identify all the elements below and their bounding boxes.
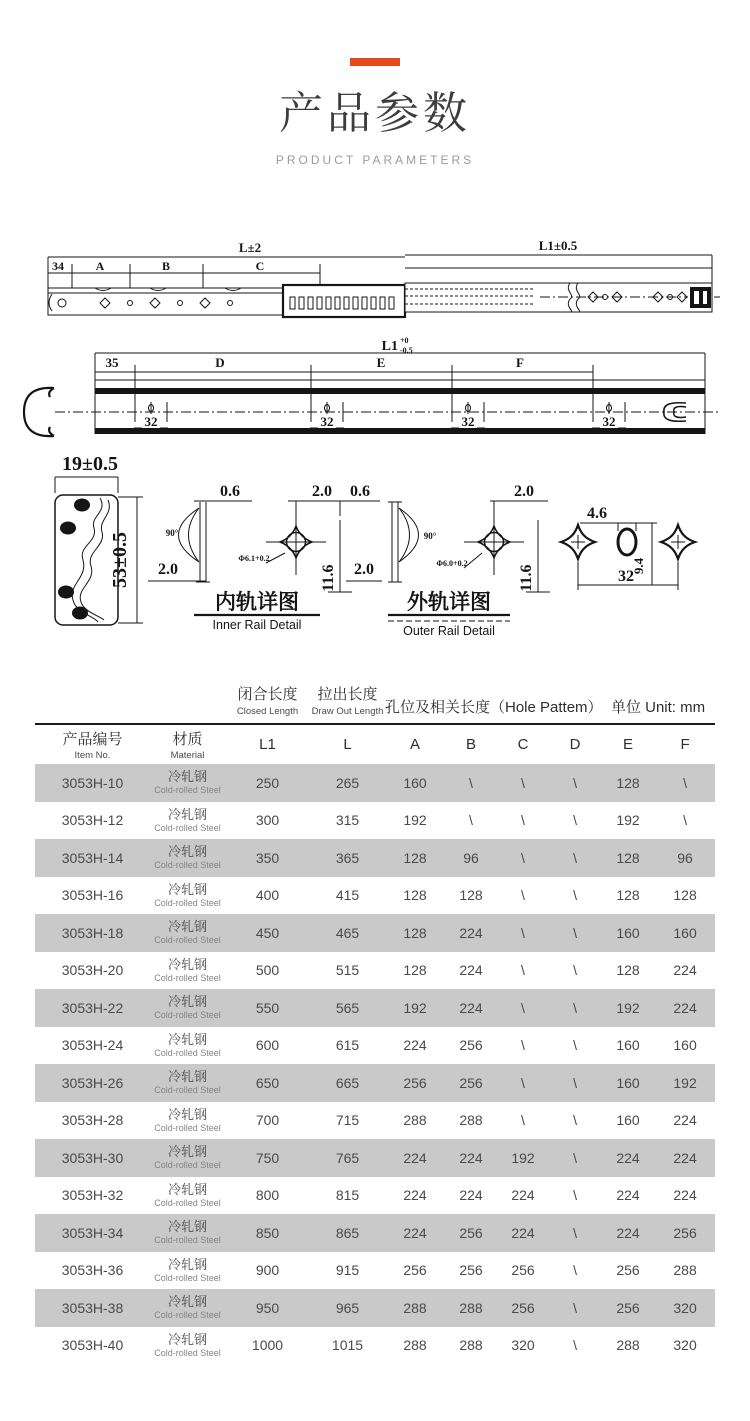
- value-cell-d: \: [573, 774, 577, 791]
- value-cell-b: 288: [459, 1299, 483, 1316]
- page-header: [0, 0, 750, 167]
- column-header-l: L: [343, 736, 352, 753]
- table-body: [35, 764, 715, 1364]
- material-label-cn: 材质: [172, 731, 203, 748]
- value-cell-l: 665: [335, 1074, 360, 1091]
- value-cell-b: \: [469, 812, 473, 829]
- value-cell-f: 320: [673, 1337, 697, 1354]
- item-no-cell: 3053H-12: [61, 812, 124, 829]
- material-cn: 冷轧钢: [167, 806, 207, 822]
- dim-4-6-label: 4.6: [587, 505, 607, 522]
- material-cell: [150, 1289, 225, 1327]
- value-cell-l: 765: [335, 1149, 360, 1166]
- value-cell-e: 192: [616, 999, 640, 1016]
- table-row: [35, 1327, 715, 1365]
- value-cell-c: 256: [511, 1262, 535, 1279]
- column-header-item-no: [35, 724, 150, 764]
- column-header-material: [150, 724, 225, 764]
- item-no-cell: 3053H-22: [61, 999, 124, 1016]
- closed-length-label-en: Closed Length: [236, 706, 299, 717]
- value-cell-a: 128: [403, 849, 427, 866]
- dim-l1-tol-label: L1: [381, 339, 398, 354]
- material-cn: 冷轧钢: [167, 1219, 207, 1235]
- group-header-unit: [601, 683, 715, 724]
- outer-hole-callout: Φ6.0+0.2: [436, 559, 468, 568]
- value-cell-e: 192: [616, 812, 640, 829]
- dim-32-holes-label: 32: [618, 568, 634, 585]
- technical-drawing: [0, 230, 750, 650]
- value-cell-f: 224: [673, 1187, 697, 1204]
- value-cell-d: \: [573, 1262, 577, 1279]
- table-group-header-row: [35, 683, 715, 724]
- rail-end-cap: [690, 287, 711, 308]
- value-cell-a: 192: [403, 812, 427, 829]
- table-row: [35, 1139, 715, 1177]
- inner-rail-detail: [148, 483, 382, 632]
- column-header-f: F: [680, 736, 690, 753]
- value-cell-a: 288: [403, 1299, 427, 1316]
- value-cell-l1: 900: [255, 1262, 280, 1279]
- value-cell-e: 160: [616, 924, 640, 941]
- material-cell: [150, 1102, 225, 1140]
- value-cell-a: 128: [403, 962, 427, 979]
- value-cell-l1: 400: [255, 887, 280, 904]
- group-header-drawout-length: [310, 683, 385, 724]
- dim-c-label: C: [255, 259, 265, 273]
- item-no-cell: 3053H-30: [61, 1149, 124, 1166]
- item-no-label-en: Item No.: [74, 750, 111, 761]
- item-no-cell: 3053H-28: [61, 1112, 124, 1129]
- value-cell-b: 288: [459, 1337, 483, 1354]
- value-cell-e: 160: [616, 1037, 640, 1054]
- value-cell-e: 128: [616, 962, 640, 979]
- clover-hole-left: [561, 525, 595, 559]
- item-no-cell: 3053H-24: [61, 1037, 124, 1054]
- value-cell-c: \: [521, 887, 525, 904]
- column-header-b: B: [465, 736, 476, 753]
- dim-32-label: 32: [320, 414, 334, 429]
- value-cell-f: 192: [673, 1074, 697, 1091]
- material-cell: [150, 1214, 225, 1252]
- item-no-cell: 3053H-32: [61, 1187, 124, 1204]
- column-header-d: D: [569, 736, 581, 753]
- page-title: 产品参数: [279, 89, 471, 138]
- item-no-cell: 3053H-16: [61, 887, 124, 904]
- value-cell-l1: 950: [255, 1299, 280, 1316]
- dim-35-label: 35: [105, 355, 119, 370]
- value-cell-l: 915: [335, 1262, 360, 1279]
- material-cell: [150, 1327, 225, 1365]
- value-cell-d: \: [573, 999, 577, 1016]
- dim-2-0-top: 2.0: [312, 483, 332, 500]
- column-header-c: C: [517, 736, 529, 753]
- value-cell-l1: 550: [255, 999, 280, 1016]
- material-cn: 冷轧钢: [167, 919, 207, 935]
- table-column-header-row: [35, 724, 715, 764]
- value-cell-f: 160: [673, 1037, 697, 1054]
- value-cell-b: 224: [459, 999, 483, 1016]
- material-cell: [150, 1252, 225, 1290]
- material-cn: 冷轧钢: [167, 1256, 207, 1272]
- value-cell-e: 256: [616, 1262, 640, 1279]
- item-no-cell: 3053H-38: [61, 1299, 124, 1316]
- value-cell-e: 128: [616, 849, 640, 866]
- hole-pattern-detail: [561, 505, 695, 590]
- dim-a-label: A: [95, 259, 105, 273]
- top-view: [48, 238, 720, 317]
- inner-hole-symbol: [266, 501, 326, 575]
- material-cell: [150, 1027, 225, 1065]
- item-no-cell: 3053H-18: [61, 924, 124, 941]
- dim-d-label: D: [215, 355, 225, 370]
- dim-l1-tol-dn: -0.5: [400, 346, 413, 355]
- dim-l-label: L±2: [238, 240, 262, 255]
- value-cell-c: 224: [511, 1224, 535, 1241]
- drawout-length-label-cn: 拉出长度: [317, 686, 378, 703]
- material-cn: 冷轧钢: [167, 1106, 207, 1122]
- value-cell-l: 865: [335, 1224, 360, 1241]
- material-en: Cold-rolled Steel: [154, 1085, 221, 1096]
- dim-b-label: B: [161, 259, 171, 273]
- value-cell-b: 256: [459, 1074, 483, 1091]
- value-cell-e: 224: [616, 1187, 640, 1204]
- value-cell-l1: 850: [255, 1224, 280, 1241]
- parameters-table: [35, 683, 715, 1364]
- material-cell: [150, 802, 225, 840]
- material-cell: [150, 1139, 225, 1177]
- value-cell-d: \: [573, 1037, 577, 1054]
- value-cell-b: 256: [459, 1037, 483, 1054]
- material-en: Cold-rolled Steel: [154, 1197, 221, 1208]
- value-cell-b: 288: [459, 1112, 483, 1129]
- value-cell-f: 224: [673, 1112, 697, 1129]
- dim-2-0-outer: 2.0: [514, 483, 534, 500]
- value-cell-b: \: [469, 774, 473, 791]
- material-cell: [150, 989, 225, 1027]
- item-no-cell: 3053H-34: [61, 1224, 124, 1241]
- value-cell-l1: 700: [255, 1112, 280, 1129]
- value-cell-a: 288: [403, 1112, 427, 1129]
- value-cell-e: 128: [616, 774, 640, 791]
- value-cell-c: \: [521, 1074, 525, 1091]
- material-cn: 冷轧钢: [167, 956, 207, 972]
- dim-9-4-label: 9.4: [631, 557, 646, 575]
- value-cell-l1: 1000: [251, 1337, 284, 1354]
- inner-rail-title-cn: 内轨详图: [215, 591, 299, 614]
- value-cell-c: 192: [511, 1149, 535, 1166]
- value-cell-e: 160: [616, 1074, 640, 1091]
- dim-l1-tol-up: +0: [400, 336, 409, 345]
- value-cell-f: 96: [677, 849, 693, 866]
- oval-slot: [618, 529, 636, 555]
- value-cell-a: 160: [403, 774, 427, 791]
- material-cn: 冷轧钢: [167, 994, 207, 1010]
- dim-l1-label: L1±0.5: [538, 238, 578, 253]
- value-cell-a: 224: [403, 1037, 427, 1054]
- table-row: [35, 1102, 715, 1140]
- material-en: Cold-rolled Steel: [154, 935, 221, 946]
- value-cell-l1: 450: [255, 924, 280, 941]
- material-cell: [150, 877, 225, 915]
- material-cn: 冷轧钢: [167, 1181, 207, 1197]
- dim-11-6-outer: 11.6: [518, 564, 535, 592]
- value-cell-b: 256: [459, 1262, 483, 1279]
- dim-32-label: 32: [602, 414, 616, 429]
- material-cell: [150, 1064, 225, 1102]
- material-en: Cold-rolled Steel: [154, 1347, 221, 1358]
- value-cell-b: 224: [459, 1149, 483, 1166]
- value-cell-l1: 250: [255, 774, 280, 791]
- value-cell-c: \: [521, 962, 525, 979]
- middle-view: [24, 336, 720, 436]
- value-cell-l1: 500: [255, 962, 280, 979]
- table-row: [35, 802, 715, 840]
- dim-32-label: 32: [144, 414, 158, 429]
- dim-0-6-left: 0.6: [220, 483, 240, 500]
- table-row: [35, 1252, 715, 1290]
- value-cell-l: 815: [335, 1187, 360, 1204]
- dim-90deg-inner: 90°: [165, 528, 179, 538]
- outer-rail-title-en: Outer Rail Detail: [403, 624, 495, 638]
- value-cell-l: 965: [335, 1299, 360, 1316]
- value-cell-l: 365: [335, 849, 360, 866]
- item-no-cell: 3053H-14: [61, 849, 124, 866]
- table-row: [35, 952, 715, 990]
- item-no-cell: 3053H-10: [61, 774, 124, 791]
- material-cn: 冷轧钢: [167, 1144, 207, 1160]
- value-cell-e: 224: [616, 1224, 640, 1241]
- value-cell-d: \: [573, 1337, 577, 1354]
- material-cn: 冷轧钢: [167, 1069, 207, 1085]
- material-en: Cold-rolled Steel: [154, 1235, 221, 1246]
- material-label-en: Material: [170, 750, 205, 761]
- table-row: [35, 1177, 715, 1215]
- clover-hole-right: [661, 525, 695, 559]
- material-cell: [150, 764, 225, 802]
- value-cell-b: 256: [459, 1224, 483, 1241]
- value-cell-b: 128: [459, 887, 483, 904]
- group-header-empty: [35, 683, 225, 724]
- value-cell-e: 288: [616, 1337, 640, 1354]
- value-cell-c: 320: [511, 1337, 535, 1354]
- value-cell-f: 128: [673, 887, 697, 904]
- accent-bar: [350, 58, 400, 66]
- group-header-hole-pattern: [385, 683, 601, 724]
- value-cell-d: \: [573, 1224, 577, 1241]
- table-row: [35, 839, 715, 877]
- value-cell-f: 256: [673, 1224, 697, 1241]
- value-cell-d: \: [573, 962, 577, 979]
- material-cell: [150, 839, 225, 877]
- value-cell-a: 288: [403, 1337, 427, 1354]
- value-cell-c: \: [521, 812, 525, 829]
- value-cell-b: 224: [459, 924, 483, 941]
- left-bracket: [24, 388, 54, 436]
- value-cell-l1: 800: [255, 1187, 280, 1204]
- material-en: Cold-rolled Steel: [154, 860, 221, 871]
- material-en: Cold-rolled Steel: [154, 785, 221, 796]
- column-header-a: A: [409, 736, 420, 753]
- value-cell-l: 515: [335, 962, 360, 979]
- dim-0-6-top: 0.6: [350, 483, 370, 500]
- material-en: Cold-rolled Steel: [154, 1010, 221, 1021]
- item-no-cell: 3053H-26: [61, 1074, 124, 1091]
- column-header-e: E: [623, 736, 634, 753]
- value-cell-a: 128: [403, 887, 427, 904]
- material-cn: 冷轧钢: [167, 1331, 207, 1347]
- value-cell-d: \: [573, 1074, 577, 1091]
- material-en: Cold-rolled Steel: [154, 822, 221, 833]
- hole-pattern-label: 孔位及相关长度（Hole Pattem）: [385, 699, 603, 716]
- value-cell-c: \: [521, 1037, 525, 1054]
- value-cell-l: 415: [335, 887, 360, 904]
- value-cell-c: \: [521, 774, 525, 791]
- dim-11-6-inner: 11.6: [320, 564, 337, 592]
- value-cell-a: 128: [403, 924, 427, 941]
- value-cell-d: \: [573, 1299, 577, 1316]
- value-cell-f: 320: [673, 1299, 697, 1316]
- value-cell-b: 224: [459, 1187, 483, 1204]
- dim-2-0-left: 2.0: [158, 561, 178, 578]
- cross-section-view: [55, 453, 143, 625]
- dim-32-label: 32: [461, 414, 475, 429]
- value-cell-l1: 600: [255, 1037, 280, 1054]
- page-subtitle: PRODUCT PARAMETERS: [275, 153, 475, 168]
- value-cell-l1: 650: [255, 1074, 280, 1091]
- value-cell-b: 224: [459, 962, 483, 979]
- unit-label: 单位 Unit: mm: [610, 699, 706, 716]
- value-cell-d: \: [573, 812, 577, 829]
- material-en: Cold-rolled Steel: [154, 897, 221, 908]
- value-cell-c: 256: [511, 1299, 535, 1316]
- value-cell-c: 224: [511, 1187, 535, 1204]
- material-cell: [150, 952, 225, 990]
- item-no-label-cn: 产品编号: [62, 731, 123, 748]
- table-row: [35, 989, 715, 1027]
- value-cell-a: 256: [403, 1262, 427, 1279]
- table-row: [35, 1289, 715, 1327]
- value-cell-a: 192: [403, 999, 427, 1016]
- value-cell-l: 615: [335, 1037, 360, 1054]
- value-cell-l1: 350: [255, 849, 280, 866]
- material-en: Cold-rolled Steel: [154, 1310, 221, 1321]
- dim-90deg-outer: 90°: [423, 531, 437, 541]
- value-cell-e: 224: [616, 1149, 640, 1166]
- dim-width-label: 19±0.5: [62, 453, 118, 475]
- material-cn: 冷轧钢: [167, 1294, 207, 1310]
- table-row: [35, 1064, 715, 1102]
- value-cell-d: \: [573, 1187, 577, 1204]
- value-cell-f: 224: [673, 962, 697, 979]
- value-cell-f: 288: [673, 1262, 697, 1279]
- value-cell-b: 96: [463, 849, 479, 866]
- value-cell-a: 224: [403, 1187, 427, 1204]
- column-header-l1: L1: [259, 736, 276, 753]
- value-cell-f: 224: [673, 1149, 697, 1166]
- material-en: Cold-rolled Steel: [154, 1272, 221, 1283]
- value-cell-d: \: [573, 924, 577, 941]
- group-header-closed-length: [225, 683, 310, 724]
- value-cell-d: \: [573, 887, 577, 904]
- hole-spacing-callouts: [134, 402, 626, 429]
- value-cell-l: 265: [335, 774, 360, 791]
- material-en: Cold-rolled Steel: [154, 1047, 221, 1058]
- value-cell-l1: 750: [255, 1149, 280, 1166]
- value-cell-c: \: [521, 849, 525, 866]
- value-cell-l: 715: [335, 1112, 360, 1129]
- dim-height-label: 53±0.5: [109, 532, 131, 588]
- value-cell-c: \: [521, 1112, 525, 1129]
- value-cell-l: 565: [335, 999, 360, 1016]
- material-cn: 冷轧钢: [167, 844, 207, 860]
- value-cell-f: 224: [673, 999, 697, 1016]
- material-en: Cold-rolled Steel: [154, 1122, 221, 1133]
- outer-rail-detail: [388, 483, 550, 638]
- material-en: Cold-rolled Steel: [154, 972, 221, 983]
- value-cell-f: 160: [673, 924, 697, 941]
- ball-retainer: [283, 285, 405, 317]
- item-no-cell: 3053H-40: [61, 1337, 124, 1354]
- inner-rail-title-en: Inner Rail Detail: [212, 618, 302, 632]
- closed-length-label-cn: 闭合长度: [237, 686, 298, 703]
- dim-34-label: 34: [52, 259, 64, 273]
- value-cell-e: 256: [616, 1299, 640, 1316]
- value-cell-e: 128: [616, 887, 640, 904]
- table-row: [35, 914, 715, 952]
- outer-rail-title-cn: 外轨详图: [407, 591, 491, 614]
- dim-2-0-right: 2.0: [354, 561, 374, 578]
- material-cn: 冷轧钢: [167, 1031, 207, 1047]
- value-cell-f: \: [683, 812, 687, 829]
- material-cn: 冷轧钢: [167, 881, 207, 897]
- outer-hole-symbol: [464, 501, 524, 575]
- inner-hole-callout: Φ6.1+0.2: [238, 554, 270, 563]
- item-no-cell: 3053H-36: [61, 1262, 124, 1279]
- value-cell-l1: 300: [255, 812, 280, 829]
- dim-f-label: F: [516, 355, 524, 370]
- value-cell-l: 315: [335, 812, 360, 829]
- value-cell-l: 465: [335, 924, 360, 941]
- table-row: [35, 1027, 715, 1065]
- value-cell-e: 160: [616, 1112, 640, 1129]
- table-row: [35, 764, 715, 802]
- material-cell: [150, 1177, 225, 1215]
- value-cell-c: \: [521, 924, 525, 941]
- drawout-length-label-en: Draw Out Length: [311, 706, 384, 717]
- value-cell-d: \: [573, 849, 577, 866]
- value-cell-c: \: [521, 999, 525, 1016]
- dim-e-label: E: [376, 355, 386, 370]
- material-cell: [150, 914, 225, 952]
- material-cn: 冷轧钢: [167, 769, 207, 785]
- value-cell-a: 224: [403, 1224, 427, 1241]
- material-en: Cold-rolled Steel: [154, 1160, 221, 1171]
- item-no-cell: 3053H-20: [61, 962, 124, 979]
- value-cell-a: 256: [403, 1074, 427, 1091]
- table-row: [35, 877, 715, 915]
- value-cell-l: 1015: [331, 1337, 364, 1354]
- value-cell-d: \: [573, 1112, 577, 1129]
- value-cell-f: \: [683, 774, 687, 791]
- value-cell-a: 224: [403, 1149, 427, 1166]
- table-row: [35, 1214, 715, 1252]
- value-cell-d: \: [573, 1149, 577, 1166]
